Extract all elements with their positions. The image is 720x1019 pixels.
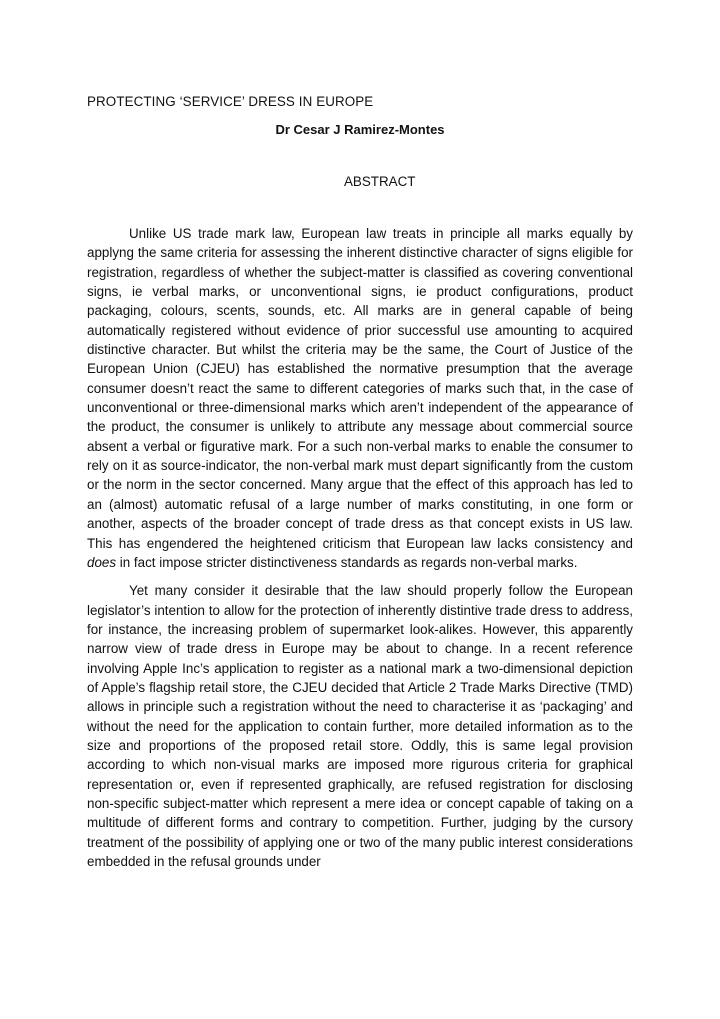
abstract-body	[87, 224, 633, 871]
abstract-paragraph-2: Yet many consider it desirable that the law should properly follow the European legislator’s intention to allow for the protection of inherently distintive trade dress to address, for instance, the increasing problem of supermarket look-alikes. However, this apparently narrow view of trade dress in Europe may be about to change. In a recent reference involving Apple Inc’s application to register as a national mark a two-dimensional depiction of Apple’s flagship retail store, the CJEU decided that Article 2 Trade Marks Directive (TMD) allows in principle such a registration without the need to characterise it as ‘packaging’ and without the need for the application to contain further, more detailed information as to the size and proportions of the proposed retail store. Oddly, this is same legal provision according to which non-visual marks are imposed more rigurous criteria for graphical representation or, even if represented graphically, are refused registration for disclosing non-specific subject-matter which represent a mere idea or concept capable of taking on a multitude of different forms and contrary to competition. Further, judging by the cursory treatment of the possibility of applying one or two of the many public interest considerations embedded in the refusal grounds under	[87, 583, 633, 869]
document-title: PROTECTING ‘SERVICE’ DRESS IN EUROPE	[87, 94, 374, 109]
paragraph-1-emphasis: does	[87, 554, 117, 570]
paragraph-1-text: Unlike US trade mark law, European law treats in principle all marks equally by applyng the same criteria for assessing the inherent distinctive character of signs eligible for registration, regardless of whether the subject-matter is classified as covering conventional signs, ie verbal marks, or unconventional signs, ie product configurations, product packaging, colours, scents, sounds, etc. All marks are in general capable of being automatically registered without evidence of prior successful use amounting to acquired distinctive character. But whilst the criteria may be the same, the Court of Justice of the European Union (CJEU) has established the normative presumption that the average consumer doesn’t react the same to different categories of marks such that, in the case of unconventional or three-dimensional marks which aren’t independent of the appearance of the product, the consumer is unlikely to attribute any message about commercial source absent a verbal or figurative mark. For a such non-verbal marks to enable the consumer to rely on it as source-indicator, the non-verbal mark must depart significantly from the custom or the norm in the sector concerned. Many argue that the effect of this approach has led to an (almost) automatic refusal of a large number of marks constituting, in one form or another, aspects of the broader concept of trade dress as that concept exists in US law. This has engendered the heightened criticism that European law lacks consistency and	[87, 226, 633, 551]
author-name: Dr Cesar J Ramirez-Montes	[275, 122, 445, 137]
paragraph-1-text-end: in fact impose stricter distinctiveness standards as regards non-verbal marks.	[116, 554, 578, 570]
abstract-heading: ABSTRACT	[344, 174, 416, 189]
abstract-paragraph-1	[87, 224, 633, 572]
